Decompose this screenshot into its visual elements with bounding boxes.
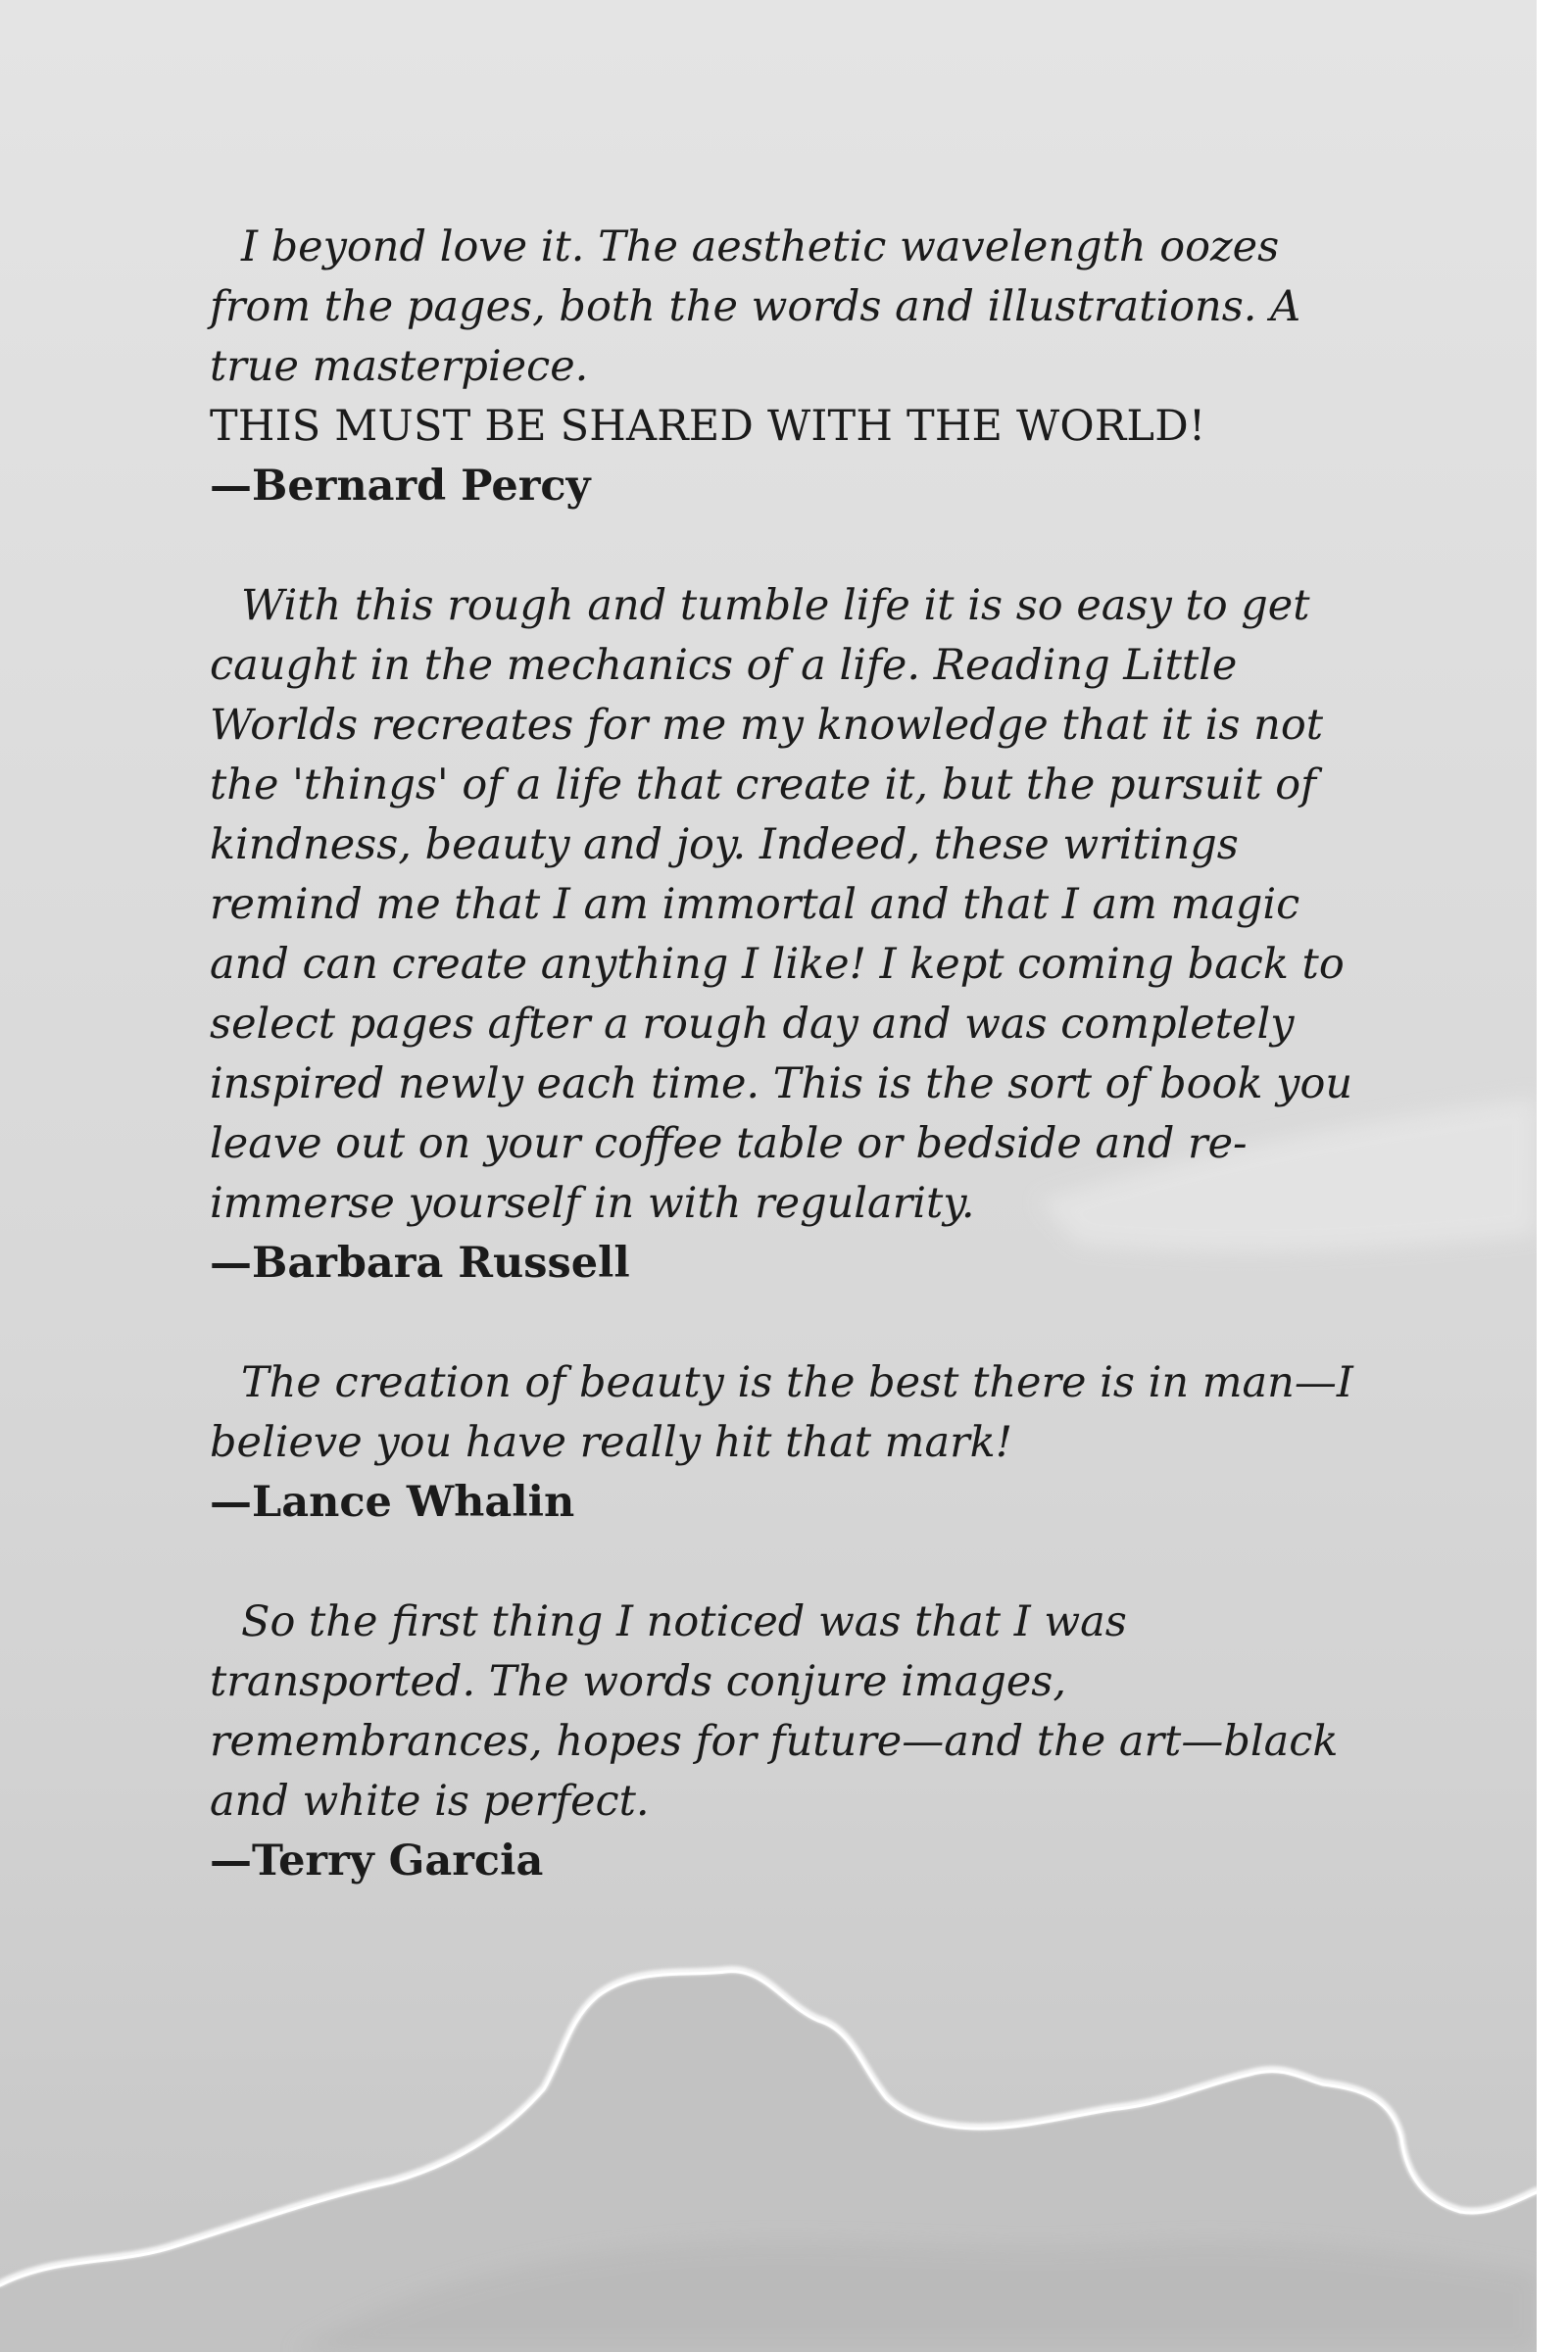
testimonial-author: —Bernard Percy: [210, 462, 591, 511]
testimonial-quote: The creation of beauty is the best there is in man—I believe you have really hit that mark!: [210, 1358, 1353, 1467]
testimonial-1: [210, 218, 1386, 516]
page-margin: [1537, 0, 1568, 2352]
testimonial-author: —Terry Garcia: [210, 1837, 544, 1886]
testimonial-quote: I beyond love it. The aesthetic wavelength oozes from the pages, both the words and illustrations. A true masterpiece.: [210, 222, 1301, 391]
testimonials-list: [210, 218, 1386, 1891]
testimonial-4: [210, 1592, 1386, 1891]
testimonial-quote: So the first thing I noticed was that I was transported. The words conjure images, remembrances, hopes for future—and the art—black and white is perfect.: [210, 1597, 1339, 1826]
testimonial-quote: With this rough and tumble life it is so easy to get caught in the mechanics of a life. Reading Little Worlds recreates for me my knowledge that it is not the 'things' of a life that create it, but the pursuit of kindness, beauty and joy. Indeed, these writings remind me that I am immortal and that I am magic and can create anything I like! I kept coming back to select pages after a rough day and was completely inspired newly each time. This is the sort of book you leave out on your coffee table or bedside and re-immerse yourself in with regularity.: [210, 581, 1353, 1228]
testimonial-author: —Lance Whalin: [210, 1478, 575, 1527]
testimonial-author: —Barbara Russell: [210, 1239, 630, 1288]
testimonial-emphasis: THIS MUST BE SHARED WITH THE WORLD!: [210, 402, 1206, 451]
testimonial-2: [210, 576, 1386, 1294]
testimonial-3: [210, 1353, 1386, 1533]
